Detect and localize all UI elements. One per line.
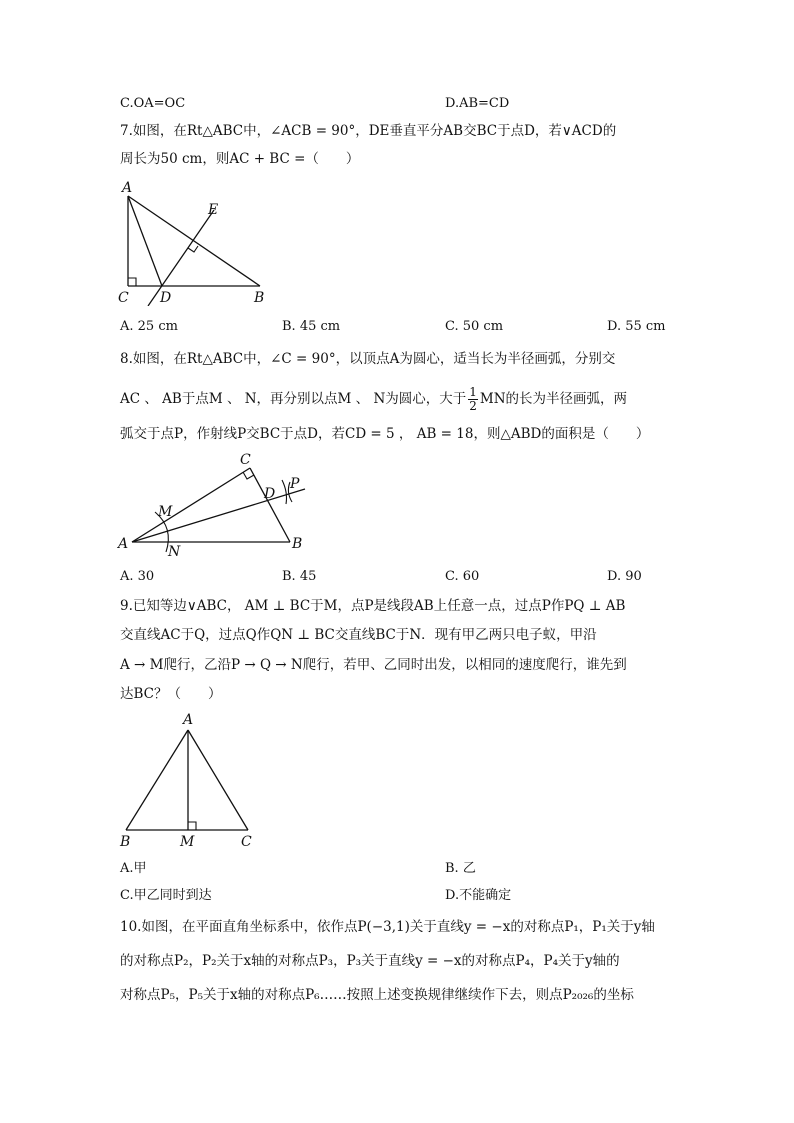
q8-label-c: C — [240, 452, 251, 468]
q9-option-d: D.不能确定 — [445, 888, 512, 903]
q7-label-c: C — [118, 290, 129, 306]
q9-stem-line1: 9.已知等边∨ABC， AM ⊥ BC于M，点P是线段AB上任意一点，过点P作PQ ⊥ AB — [120, 598, 626, 614]
q8-label-p: P — [290, 476, 300, 492]
q9-option-c: C.甲乙同时到达 — [120, 888, 212, 903]
q6-option-d: D.AB=CD — [445, 96, 510, 111]
q7-label-b: B — [254, 290, 265, 306]
q8-fraction — [468, 386, 478, 413]
q9-stem-line4: 达BC？（ ） — [120, 686, 222, 702]
q8-label-a: A — [118, 536, 129, 552]
q9-label-c: C — [241, 834, 252, 850]
q7-label-e: E — [208, 202, 219, 218]
q7-option-b: B. 45 cm — [282, 319, 341, 334]
q9-stem-line2: 交直线AC于Q，过点Q作QN ⊥ BC交直线BC于N．现有甲乙两只电子蚁，甲沿 — [120, 627, 597, 643]
q9-label-b: B — [120, 834, 131, 850]
q8-label-d: D — [264, 486, 276, 502]
q9-label-a: A — [183, 712, 194, 728]
q8-stem-line2 — [120, 386, 627, 413]
q8-label-b: B — [292, 536, 303, 552]
q7-option-a: A. 25 cm — [120, 319, 178, 334]
q8-option-c: C. 60 — [445, 569, 480, 584]
q8-option-d: D. 90 — [607, 569, 642, 584]
q9-option-b: B. 乙 — [445, 861, 476, 876]
q9-option-a: A.甲 — [120, 861, 147, 876]
q7-label-d: D — [160, 290, 172, 306]
q9-label-m: M — [180, 834, 195, 850]
q7-figure — [110, 176, 290, 306]
q10-stem-line3: 对称点P₅，P₅关于x轴的对称点P₆……按照上述变换规律继续作下去，则点P₂₀₂₆的坐标 — [120, 987, 634, 1003]
q7-stem-line1: 7.如图，在Rt△ABC中，∠ACB = 90°，DE垂直平分AB交BC于点D，若∨ACD的 — [120, 123, 617, 139]
q8-fraction-numerator: 1 — [469, 385, 477, 399]
q9-stem-line3: A → M爬行，乙沿P → Q → N爬行，若甲、乙同时出发，以相同的速度爬行，谁先到 — [120, 657, 627, 673]
q7-option-c: C. 50 cm — [445, 319, 504, 334]
q8-label-n: N — [168, 544, 181, 560]
q8-option-b: B. 45 — [282, 569, 317, 584]
q7-label-a: A — [122, 180, 133, 196]
q9-figure — [110, 708, 270, 850]
q8-stem-line3: 弧交于点P，作射线P交BC于点D，若CD = 5 ， AB = 18，则△ABD的面积是（ ） — [120, 426, 650, 442]
q8-option-a: A. 30 — [120, 569, 155, 584]
q8-fraction-denominator: 2 — [469, 399, 477, 413]
q8-stem-line2-part2: MN的长为半径画弧，两 — [479, 391, 628, 407]
q6-option-c: C.OA=OC — [120, 96, 186, 111]
q8-stem-line1: 8.如图，在Rt△ABC中，∠C = 90°，以顶点A为圆心，适当长为半径画弧，分别交 — [120, 351, 616, 367]
q10-stem-line2: 的对称点P₂，P₂关于x轴的对称点P₃，P₃关于直线y = −x的对称点P₄，P₄关于y轴的 — [120, 953, 620, 969]
q10-stem-line1: 10.如图，在平面直角坐标系中，依作点P(−3,1)关于直线y = −x的对称点P₁，P₁关于y轴 — [120, 919, 655, 935]
q8-label-m: M — [158, 504, 173, 520]
q8-stem-line2-part1: AC 、 AB于点M 、 N，再分别以点M 、 N为圆心，大于 — [120, 391, 467, 407]
q8-figure — [110, 450, 320, 560]
q7-stem-line2: 周长为50 cm，则AC + BC =（ ） — [120, 151, 360, 167]
q7-option-d: D. 55 cm — [607, 319, 666, 334]
